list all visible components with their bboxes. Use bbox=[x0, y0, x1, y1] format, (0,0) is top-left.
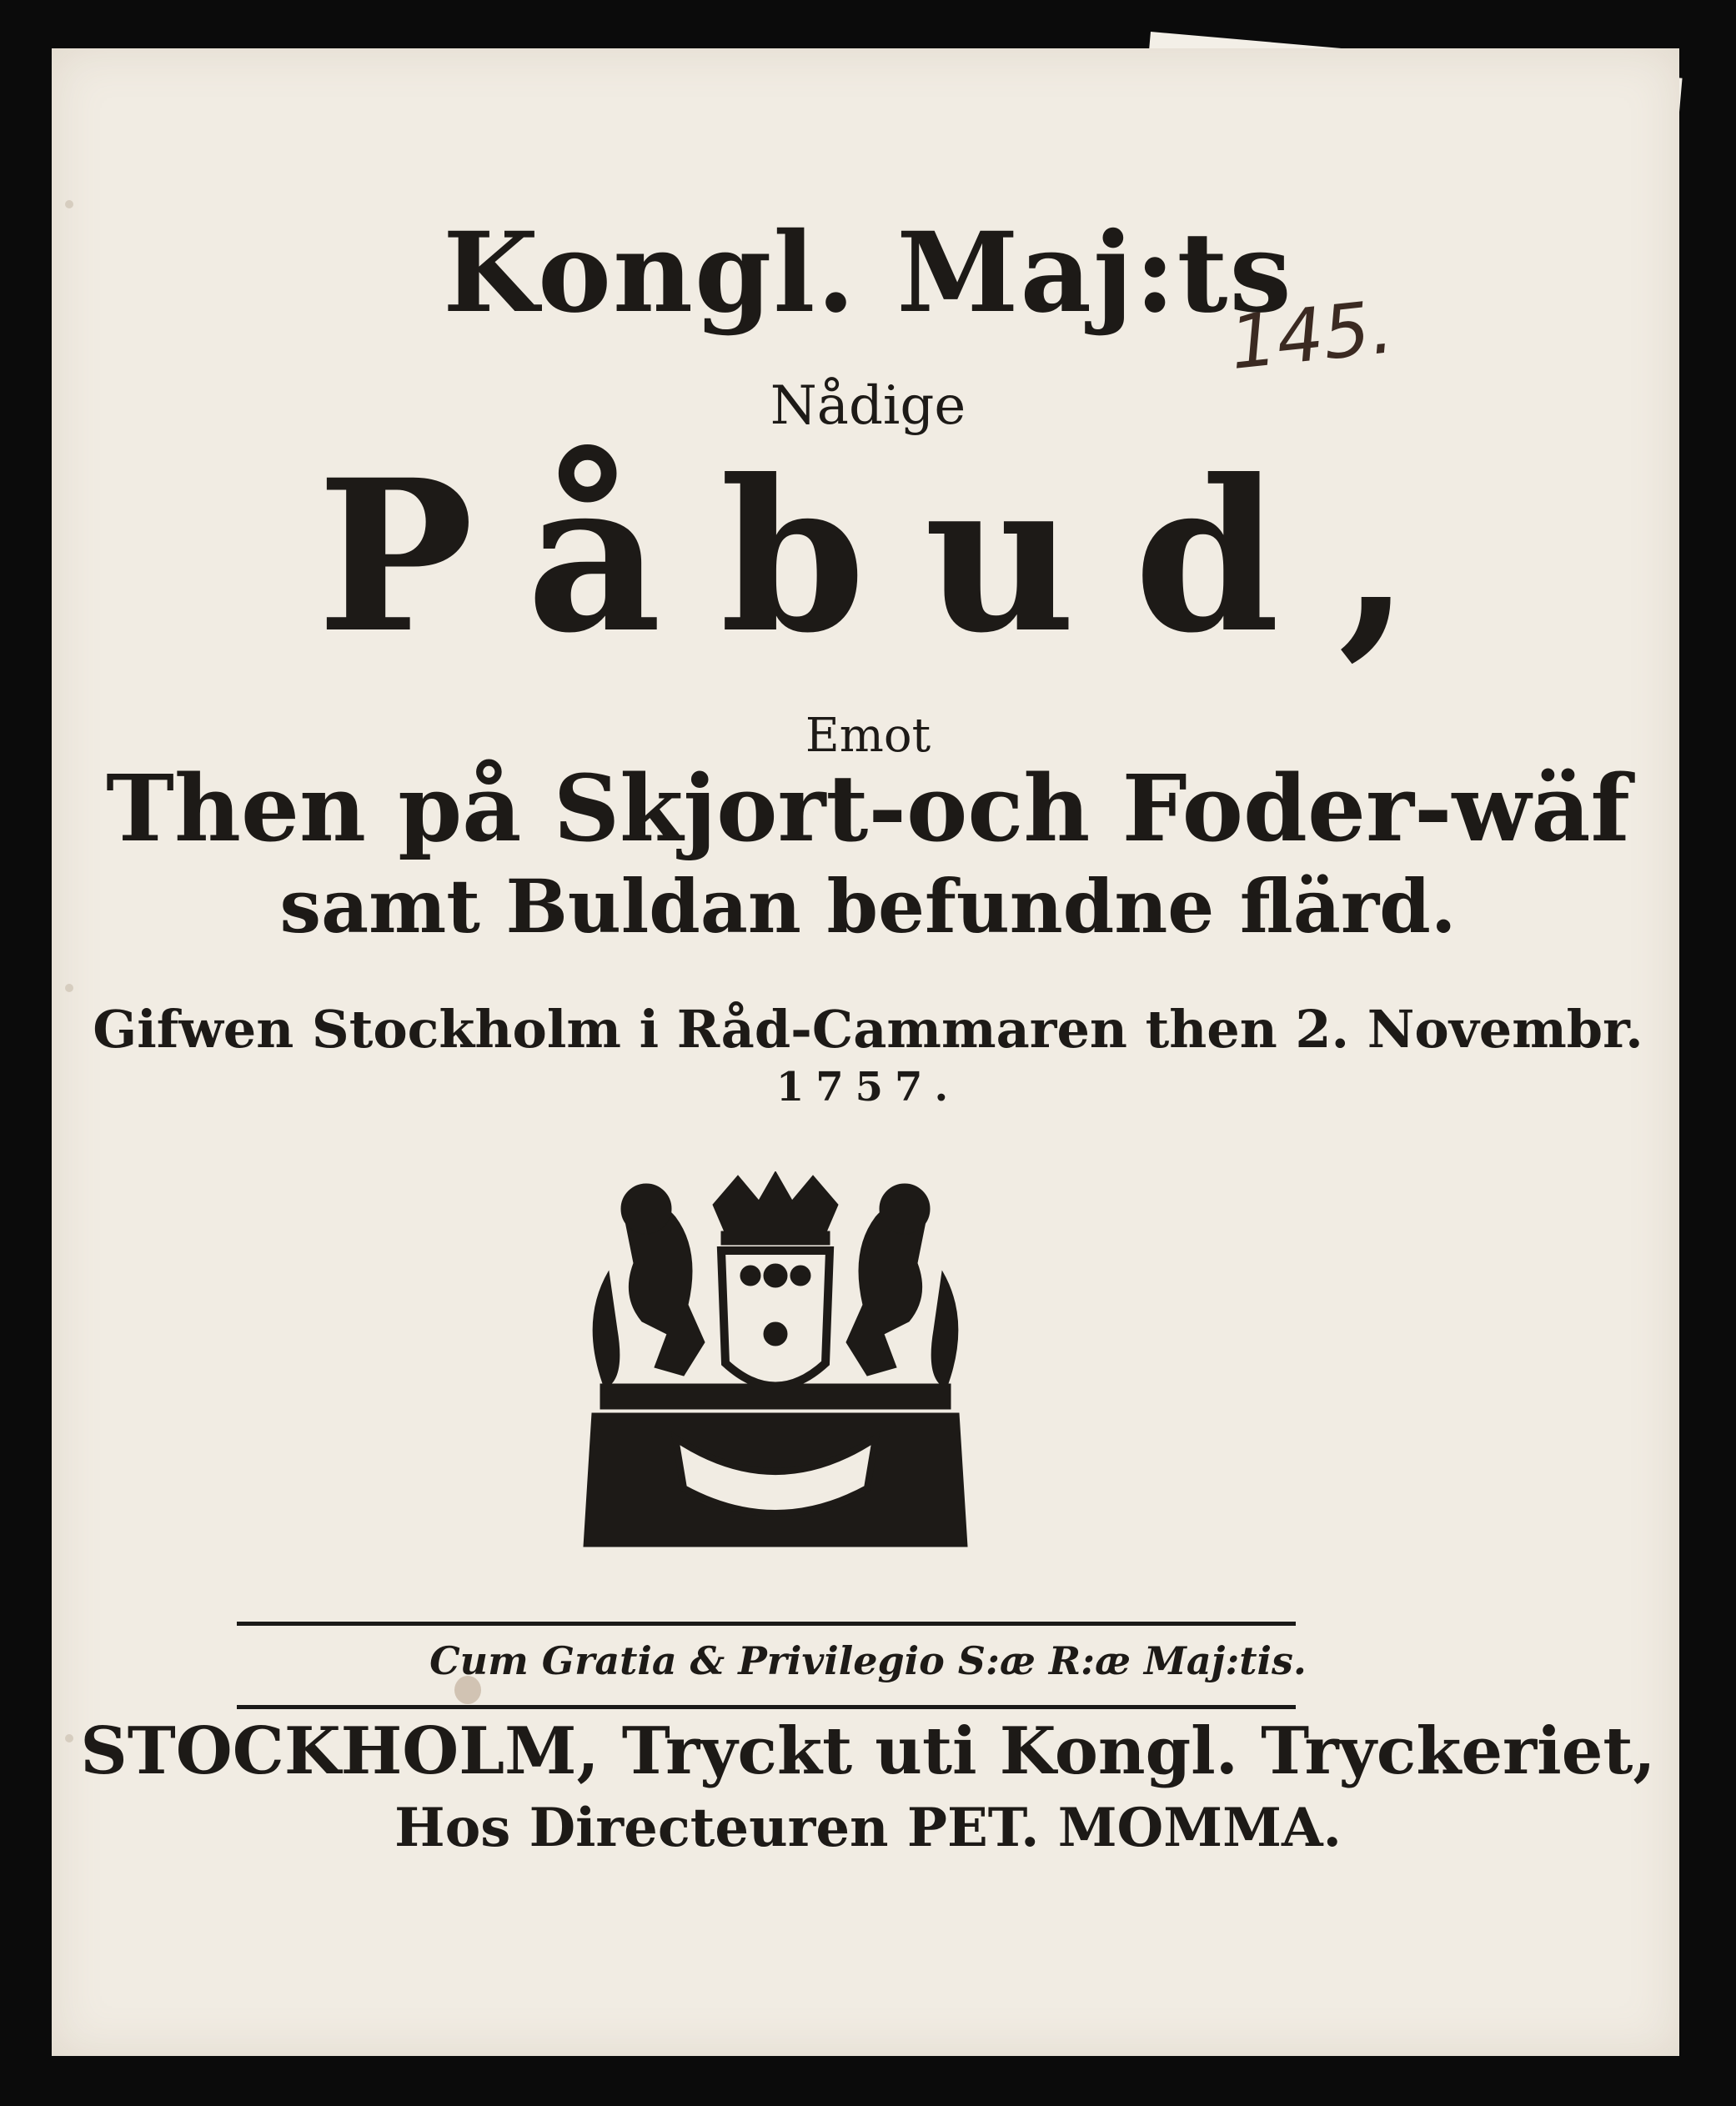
title-pabud: Påbud, bbox=[317, 434, 1469, 679]
handwritten-number: 145. bbox=[1226, 283, 1397, 386]
divider-top bbox=[237, 1622, 1296, 1626]
title-kongl-majts: Kongl. Maj:ts bbox=[443, 208, 1293, 338]
printer-line-2: Hos Directeuren PET. MOMMA. bbox=[394, 1797, 1342, 1859]
royal-coat-of-arms-emblem bbox=[575, 1171, 976, 1555]
paper-stain bbox=[454, 1676, 481, 1704]
privilege-line: Cum Gratia & Privilegio S:æ R:æ Maj:tis. bbox=[429, 1638, 1307, 1683]
given-date-line: Gifwen Stockholm i Råd-Cammaren then 2. Novembr. bbox=[93, 999, 1643, 1060]
binding-hole bbox=[65, 984, 73, 992]
printer-line-1: STOCKHOLM, Tryckt uti Kongl. Tryckeriet, bbox=[80, 1713, 1656, 1789]
subject-line-1: Then på Skjort-och Foder-wäf bbox=[106, 755, 1630, 862]
subject-line-2: samt Buldan befundne flärd. bbox=[279, 863, 1457, 950]
year-line: 1757. bbox=[775, 1064, 961, 1111]
title-nadige: Nådige bbox=[770, 375, 966, 437]
binding-hole bbox=[65, 200, 73, 208]
title-emot: Emot bbox=[805, 709, 931, 763]
divider-bottom bbox=[237, 1705, 1296, 1709]
